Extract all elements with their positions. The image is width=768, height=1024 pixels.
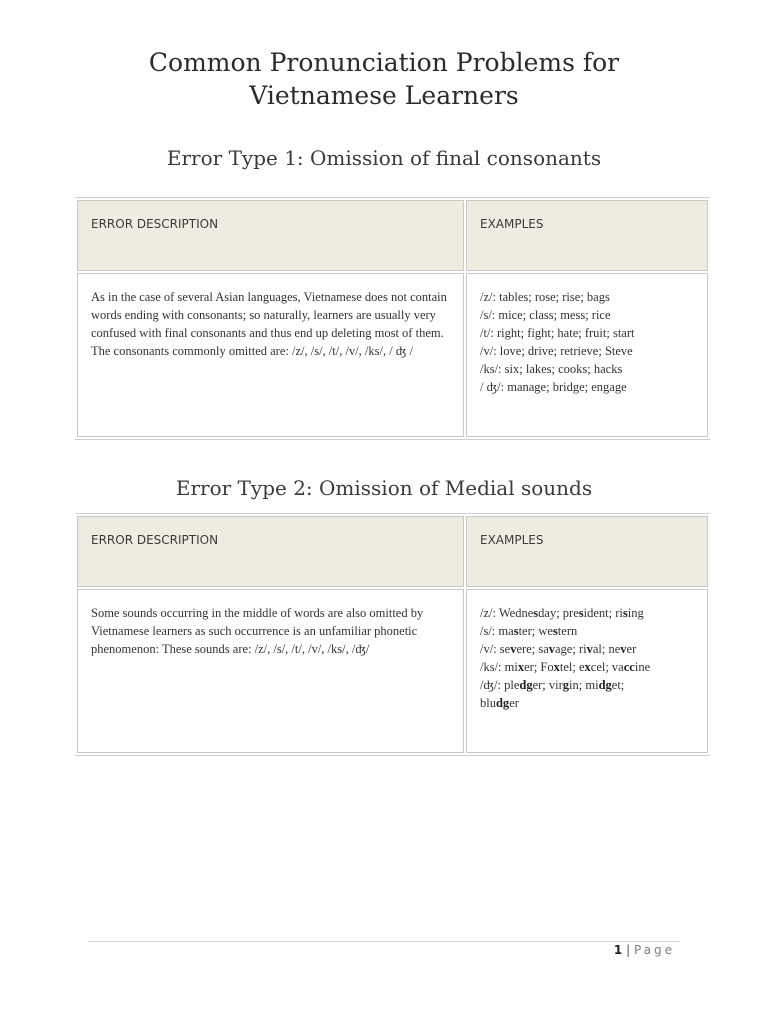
example-text: /ks/: six; lakes; cooks; hacks xyxy=(480,362,623,376)
example-emphasis: dg xyxy=(519,678,533,692)
page-footer xyxy=(614,943,675,957)
document-title-line-1: Common Pronunciation Problems for xyxy=(148,48,620,77)
error-table-1 xyxy=(75,197,710,440)
examples-list xyxy=(480,288,695,396)
example-text: /t/: right; fight; hate; fruit; start xyxy=(480,326,635,340)
example-text: /s/: ma xyxy=(480,624,514,638)
example-text: tel; e xyxy=(559,660,585,674)
example-text: ere; sa xyxy=(516,642,549,656)
document-title-line-2: Vietnamese Learners xyxy=(249,81,519,110)
example-line xyxy=(480,324,695,342)
example-line xyxy=(480,676,695,694)
example-text: ine xyxy=(634,660,651,674)
example-text: /z/: Wedne xyxy=(480,606,534,620)
example-text: tern xyxy=(557,624,578,638)
document-title xyxy=(0,46,768,112)
footer-divider xyxy=(88,941,680,942)
page-label: Page xyxy=(633,943,675,957)
example-line xyxy=(480,306,695,324)
example-text: er; Fo xyxy=(524,660,554,674)
example-text: al; ne xyxy=(592,642,621,656)
example-text: ident; ri xyxy=(583,606,623,620)
section-heading-error-type-1: Error Type 1: Omission of final consonants xyxy=(166,146,602,170)
example-text: / ʤ/: manage; bridge; engage xyxy=(480,380,627,394)
footer-separator: | xyxy=(626,943,631,957)
page-number: 1 xyxy=(613,943,623,957)
example-emphasis: v xyxy=(510,642,517,656)
example-text: cel; va xyxy=(590,660,624,674)
example-line xyxy=(480,694,695,712)
example-emphasis: v xyxy=(620,642,627,656)
example-text: /z/: tables; rose; rise; bags xyxy=(480,290,610,304)
example-line xyxy=(480,342,695,360)
example-text: /v/: se xyxy=(480,642,511,656)
example-line xyxy=(480,622,695,640)
example-text: day; pre xyxy=(538,606,579,620)
example-emphasis: dg xyxy=(598,678,612,692)
example-text: /ʤ/: ple xyxy=(480,678,520,692)
example-emphasis: v xyxy=(586,642,593,656)
example-text: in; mi xyxy=(569,678,599,692)
example-text: er xyxy=(626,642,637,656)
example-text: er xyxy=(509,696,519,710)
example-emphasis: s xyxy=(622,606,628,620)
example-line xyxy=(480,604,695,622)
example-emphasis: s xyxy=(533,606,539,620)
example-emphasis: s xyxy=(513,624,519,638)
error-table-2 xyxy=(75,513,710,756)
example-emphasis: s xyxy=(552,624,558,638)
example-text: blu xyxy=(480,696,496,710)
example-emphasis: x xyxy=(553,660,560,674)
example-line xyxy=(480,658,695,676)
example-emphasis: s xyxy=(578,606,584,620)
example-emphasis: v xyxy=(548,642,555,656)
example-text: ing xyxy=(627,606,644,620)
example-text: ter; we xyxy=(518,624,553,638)
example-line xyxy=(480,640,695,658)
example-text: age; ri xyxy=(555,642,587,656)
error-description-cell: As in the case of several Asian languages, Vietnamese does not contain words ending with consonants; so naturally, learners are usually very confused with final consonants and thus end up deleting most of them. The consonants commonly omitted are: /z/, /s/, /t/, /v/, /ks/, / ʤ / xyxy=(77,273,464,437)
table-header-examples: EXAMPLES xyxy=(466,516,708,587)
example-emphasis: cc xyxy=(623,660,635,674)
examples-cell xyxy=(466,273,708,437)
examples-cell xyxy=(466,589,708,753)
table-header-error-description: ERROR DESCRIPTION xyxy=(77,516,464,587)
table-header-examples: EXAMPLES xyxy=(466,200,708,271)
example-line xyxy=(480,288,695,306)
example-emphasis: x xyxy=(517,660,525,674)
table-header-error-description: ERROR DESCRIPTION xyxy=(77,200,464,271)
example-line xyxy=(480,378,695,396)
examples-list xyxy=(480,604,695,712)
example-emphasis: dg xyxy=(495,696,510,710)
example-emphasis: x xyxy=(584,660,591,674)
example-text: /s/: mice; class; mess; rice xyxy=(480,308,611,322)
example-text: /v/: love; drive; retrieve; Steve xyxy=(480,344,633,358)
example-text: et; xyxy=(611,678,625,692)
example-text: er; vir xyxy=(532,678,563,692)
example-line xyxy=(480,360,695,378)
example-text: /ks/: mi xyxy=(480,660,518,674)
error-description-cell: Some sounds occurring in the middle of words are also omitted by Vietnamese learners as such occurrence is an unfamiliar phonetic phenomenon: These sounds are: /z/, /s/, /t/, /v/, /ks/, /ʤ/ xyxy=(77,589,464,753)
example-emphasis: g xyxy=(562,678,570,692)
section-heading-error-type-2: Error Type 2: Omission of Medial sounds xyxy=(175,476,593,500)
